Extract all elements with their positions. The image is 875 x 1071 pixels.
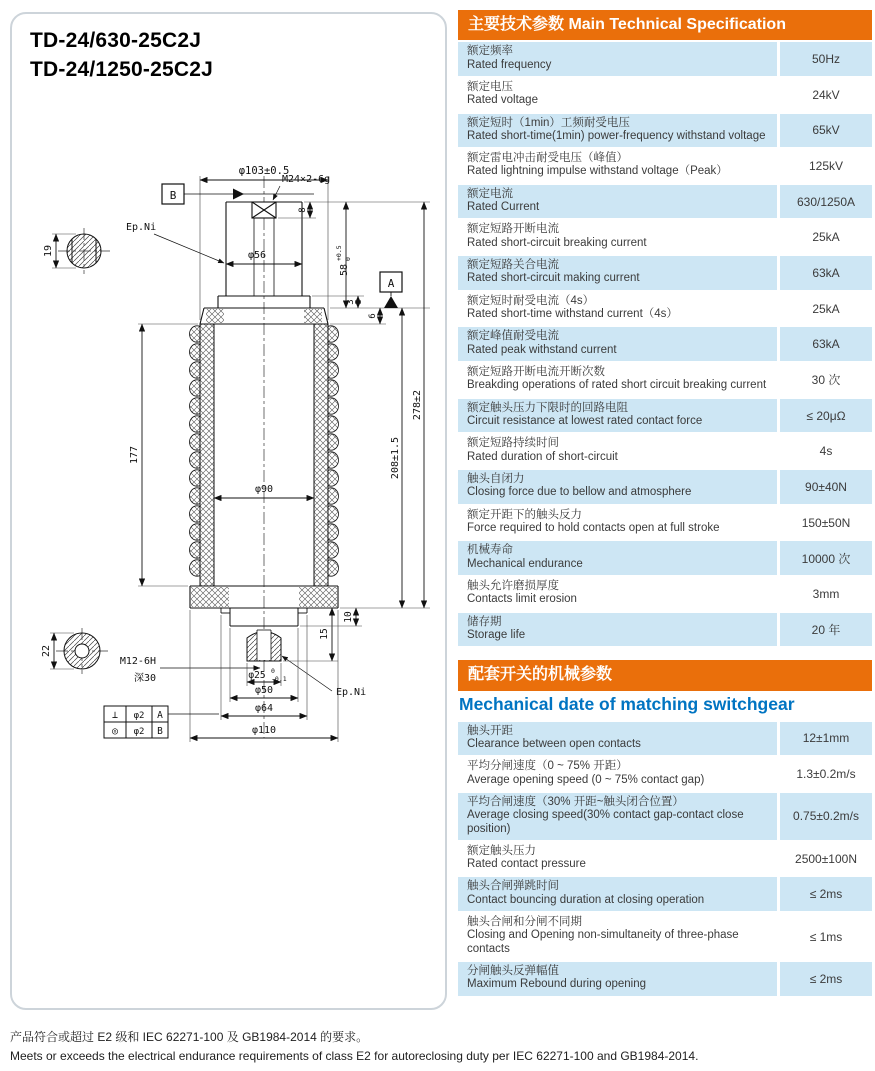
table-row — [458, 506, 872, 540]
table-row — [458, 78, 872, 112]
row-value: 65kV — [812, 123, 840, 138]
row-label-en: Mechanical endurance — [467, 557, 583, 570]
row-value: 125kV — [808, 158, 844, 173]
table-row — [458, 399, 872, 433]
table-row — [458, 613, 872, 647]
table-row — [458, 256, 872, 290]
extension-lines — [138, 202, 430, 608]
tolerance-frames — [104, 706, 219, 738]
plating-callout-bottom — [282, 656, 366, 698]
row-label-en: Breakding operations of rated short circuit breaking current — [467, 379, 767, 392]
dim-6 — [368, 308, 380, 324]
row-value: ≤ 2ms — [809, 971, 843, 986]
row-label-zh: 额定短时耐受电流（4s） — [467, 294, 595, 307]
row-label-en: Average opening speed (0 ~ 75% contact gap) — [467, 773, 705, 786]
perpendicularity-icon: ⊥ — [111, 710, 119, 721]
table-row — [458, 913, 872, 960]
lower-stem-section-view — [41, 633, 100, 669]
row-label-en: Rated short-time withstand current（4s） — [467, 308, 678, 321]
dim-label-depth30: 深30 — [133, 673, 156, 684]
dim-dia25 — [247, 663, 287, 686]
concentricity-icon: ◎ — [111, 726, 119, 737]
fcf-conc-tol: φ2 — [133, 727, 145, 737]
dim-label-dia90: φ90 — [254, 484, 274, 495]
fcf-perp-datum: A — [157, 710, 163, 721]
model-number-1: TD-24/630-25C2J — [30, 29, 202, 52]
row-label-en: Average closing speed(30% contact gap-contact close position) — [467, 809, 744, 835]
dim-label-177: 177 — [129, 445, 140, 465]
dim-label-dia25: φ25 — [248, 670, 266, 681]
row-label-zh: 额定峰值耐受电流 — [467, 330, 559, 343]
row-label-en: Contact bouncing duration at closing operation — [467, 893, 705, 906]
row-value: 630/1250A — [796, 194, 856, 209]
row-label-en: Clearance between open contacts — [467, 737, 641, 750]
dim-label-19: 19 — [43, 244, 54, 258]
table-row — [458, 149, 872, 183]
dim-label-dia64: φ64 — [254, 703, 274, 714]
row-value: 50Hz — [811, 52, 840, 67]
table-row — [458, 327, 872, 361]
row-value: 20 年 — [811, 623, 841, 638]
datum-a-label: A — [387, 277, 395, 290]
row-label-en: Rated duration of short-circuit — [467, 450, 618, 463]
dim-label-58-sub: 0 — [344, 257, 352, 261]
row-label-zh: 分闸触头反弹幅值 — [467, 965, 559, 978]
table-row — [458, 363, 872, 397]
row-value: ≤ 2ms — [809, 887, 843, 902]
table-row — [458, 114, 872, 148]
row-label-en: Rated peak withstand current — [467, 343, 617, 356]
row-label-zh: 储存期 — [467, 615, 502, 628]
technical-drawing — [14, 146, 440, 752]
row-value: 25kA — [812, 230, 840, 245]
dim-8 — [278, 202, 316, 218]
row-label-zh: 额定触头压力下限时的回路电阻 — [467, 401, 628, 414]
datum-b-label: B — [169, 189, 177, 202]
row-label-zh: 额定开距下的触头反力 — [467, 508, 582, 521]
spec-table-header: 主要技术参数 Main Technical Specification — [458, 10, 872, 40]
ep-ni-top-label: Ep.Ni — [126, 222, 157, 233]
row-label-zh: 额定雷电冲击耐受电压（峰值） — [467, 152, 628, 165]
row-value: ≤ 20μΩ — [806, 408, 846, 423]
dim-label-208: 208±1.5 — [390, 436, 401, 480]
dim-label-dia50: φ50 — [254, 685, 274, 696]
row-label-zh: 额定电压 — [467, 80, 513, 93]
stem-section-view — [43, 234, 101, 268]
vacuum-interrupter-drawing — [14, 146, 440, 752]
row-label-zh: 机械寿命 — [467, 544, 513, 557]
row-value: 2500±100N — [795, 851, 857, 866]
row-value: 90±40N — [805, 479, 847, 494]
table-row — [458, 42, 872, 76]
row-label-en: Closing and Opening non-simultaneity of three-phase contacts — [467, 929, 739, 955]
row-label-zh: 额定短路关合电流 — [467, 259, 559, 272]
table-row — [458, 541, 872, 575]
datum-a — [380, 272, 402, 308]
compliance-note-zh: 产品符合或超过 E2 级和 IEC 62271-100 及 GB1984-2014 的要求。 — [10, 1030, 369, 1044]
row-label-en: Closing force due to bellow and atmosphere — [467, 486, 692, 499]
table-row — [458, 434, 872, 468]
plating-callout-top — [126, 222, 224, 263]
row-label-zh: 额定短路开断电流 — [467, 223, 559, 236]
row-label-zh: 平均分闸速度（0 ~ 75% 开距） — [467, 760, 628, 773]
datum-b — [162, 184, 314, 204]
dim-label-278: 278±2 — [412, 389, 423, 421]
model-number-2: TD-24/1250-25C2J — [30, 58, 213, 82]
row-label-en: Rated short-time(1min) power-frequency withstand voltage — [467, 129, 766, 142]
row-value: 63kA — [812, 337, 840, 352]
table-row — [458, 877, 872, 911]
dim-label-15: 15 — [319, 628, 330, 640]
table-row — [458, 470, 872, 504]
mech-section — [458, 660, 872, 995]
bottom-contact-stem — [247, 630, 281, 661]
row-label-en: Force required to hold contacts open at full stroke — [467, 522, 720, 535]
row-label-en: Rated voltage — [467, 94, 538, 107]
row-label-en: Rated lightning impulse withstand voltage（Peak） — [467, 165, 728, 178]
dim-10 — [300, 608, 362, 626]
row-value: 63kA — [812, 265, 840, 280]
row-label-en: Rated short-circuit making current — [467, 272, 640, 285]
row-value: 0.75±0.2m/s — [793, 809, 859, 824]
table-row — [458, 577, 872, 611]
page-title — [30, 26, 213, 85]
dim-label-3: 3 — [346, 299, 356, 305]
fcf-perp-tol: φ2 — [133, 711, 145, 721]
table-row — [458, 220, 872, 254]
mech-table-header-en: Mechanical date of matching switchgear — [459, 693, 795, 714]
row-label-zh: 触头合闸和分闸不同期 — [467, 916, 582, 929]
dim-label-8: 8 — [298, 207, 308, 213]
dim-label-dia25-sub: -0.1 — [271, 675, 287, 683]
table-row — [458, 842, 872, 876]
row-label-en: Rated frequency — [467, 58, 552, 71]
row-label-zh: 触头合闸弹跳时间 — [467, 880, 559, 893]
dim-208 — [390, 308, 402, 608]
row-label-zh: 额定短路持续时间 — [467, 437, 559, 450]
dim-278 — [412, 202, 424, 608]
row-label-en: Rated short-circuit breaking current — [467, 236, 647, 249]
fcf-conc-datum: B — [157, 726, 163, 737]
row-label-zh: 额定触头压力 — [467, 844, 536, 857]
row-label-zh: 触头允许磨损厚度 — [467, 580, 559, 593]
row-label-en: Circuit resistance at lowest rated contact force — [467, 415, 703, 428]
dim-label-6: 6 — [368, 313, 378, 319]
dim-label-dia103: φ103±0.5 — [238, 165, 290, 177]
spec-column — [458, 10, 872, 998]
row-label-en: Contacts limit erosion — [467, 593, 577, 606]
dim-label-22: 22 — [41, 644, 52, 658]
row-label-zh: 额定电流 — [467, 187, 513, 200]
row-value: 3mm — [812, 586, 840, 601]
dim-58 — [335, 202, 352, 308]
dim-label-58-sup: +0.5 — [335, 245, 343, 261]
dim-label-10: 10 — [343, 611, 354, 623]
compliance-note-en: Meets or exceeds the electrical endurance requirements of class E2 for autoreclosing duty per IEC 62271-100 and GB1984-2014. — [10, 1049, 699, 1064]
row-value: 1.3±0.2m/s — [796, 767, 856, 782]
dim-3 — [346, 296, 358, 308]
mech-table-header-zh: 配套开关的机械参数 — [458, 660, 872, 690]
row-value: 10000 次 — [801, 551, 851, 566]
row-label-zh: 触头开距 — [467, 724, 513, 737]
row-value: 4s — [819, 444, 833, 459]
row-value: 30 次 — [811, 373, 841, 388]
row-value: 24kV — [812, 87, 840, 102]
row-label-zh: 平均合闸速度（30% 开距~触头闭合位置） — [467, 795, 684, 808]
dim-177 — [129, 324, 142, 586]
dim-label-dia25-sup: 0 — [271, 667, 275, 675]
dim-label-dia110: φ110 — [251, 725, 277, 736]
ep-ni-bottom-label: Ep.Ni — [336, 687, 367, 698]
row-label-zh: 额定频率 — [467, 45, 513, 58]
row-label-en: Maximum Rebound during opening — [467, 978, 646, 991]
row-value: 25kA — [812, 301, 840, 316]
dim-label-dia56: φ56 — [247, 250, 267, 261]
mech-table — [458, 722, 872, 996]
row-label-zh: 额定短路开断电流开断次数 — [467, 366, 605, 379]
row-label-en: Rated contact pressure — [467, 858, 586, 871]
table-row — [458, 962, 872, 996]
row-label-en: Rated Current — [467, 201, 540, 214]
table-row — [458, 722, 872, 756]
dim-label-m24: M24×2-6g — [282, 174, 331, 185]
spec-table — [458, 42, 872, 646]
table-row — [458, 793, 872, 840]
row-label-zh: 触头自闭力 — [467, 473, 525, 486]
table-row — [458, 757, 872, 791]
table-row — [458, 185, 872, 219]
dim-label-m12: M12-6H — [119, 656, 156, 667]
compliance-note — [10, 1028, 872, 1066]
table-row — [458, 292, 872, 326]
row-label-en: Storage life — [467, 629, 526, 642]
row-value: ≤ 1ms — [809, 929, 843, 944]
row-value: 12±1mm — [802, 731, 850, 746]
row-value: 150±50N — [801, 515, 851, 530]
dim-15 — [283, 608, 338, 661]
thread-callout-m24 — [273, 174, 330, 200]
row-label-zh: 额定短时（1min）工频耐受电压 — [467, 116, 630, 129]
dim-label-58: 58 — [339, 263, 350, 277]
